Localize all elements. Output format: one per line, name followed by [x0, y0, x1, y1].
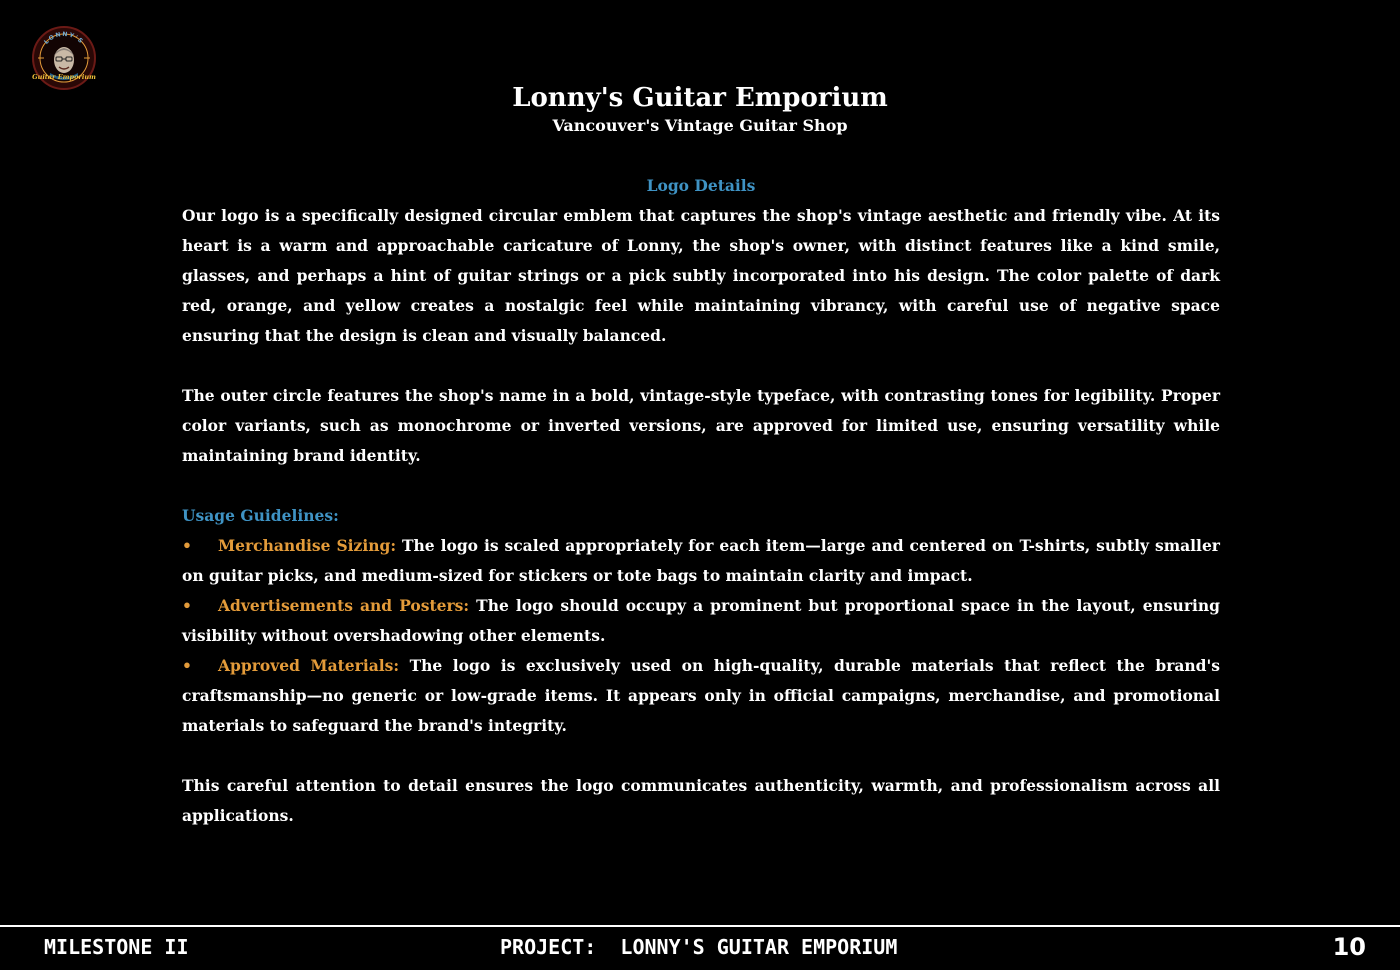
page-footer — [0, 927, 1400, 970]
page-header — [0, 80, 1400, 136]
guideline-text: The logo is exclusively used on high-quality, durable materials that reflect the brand's craftsmanship—no generic or low-grade items. It appears only in official campaigns, merchandise, and promotional materials to safeguard the brand's integrity. — [182, 656, 1220, 735]
guideline-term: Approved Materials: — [218, 656, 400, 675]
logo-ring-text-top: LONNY'S — [42, 30, 86, 46]
list-item — [182, 651, 1220, 741]
usage-guidelines-list — [182, 531, 1220, 741]
guideline-text: The logo should occupy a prominent but proportional space in the layout, ensuring visibility without overshadowing other elements. — [182, 596, 1220, 645]
guideline-text: The logo is scaled appropriately for each item—large and centered on T-shirts, subtly smaller on guitar picks, and medium-sized for stickers or tote bags to maintain clarity and impact. — [182, 536, 1220, 585]
bullet-icon: • — [182, 656, 192, 675]
page-number: 10 — [1332, 933, 1366, 961]
bullet-icon: • — [182, 596, 192, 615]
footer-project: PROJECT: LONNY'S GUITAR EMPORIUM — [500, 935, 898, 959]
logo-details-heading: Logo Details — [646, 176, 756, 195]
logo-script-text: Guitar Emporium — [32, 73, 96, 81]
logo-details-paragraph-2: The outer circle features the shop's name in a bold, vintage-style typeface, with contrasting tones for legibility. Proper color variants, such as monochrome or inverted versions, are approved for limited use, ensuring versatility while maintaining brand identity. — [182, 386, 1220, 465]
usage-guidelines-heading: Usage Guidelines: — [182, 506, 339, 525]
logo-details-paragraph-1: Our logo is a specifically designed circular emblem that captures the shop's vintage aesthetic and friendly vibe. At its heart is a warm and approachable caricature of Lonny, the shop's owner, with distinct features like a kind smile, glasses, and perhaps a hint of guitar strings or a pick subtly incorporated into his design. The color palette of dark red, orange, and yellow creates a nostalgic feel while maintaining vibrancy, with careful use of negative space ensuring that the design is clean and visually balanced. — [182, 206, 1220, 345]
footer-milestone: MILESTONE II — [44, 935, 189, 959]
guideline-term: Advertisements and Posters: — [218, 596, 470, 615]
closing-paragraph: This careful attention to detail ensures the logo communicates authenticity, warmth, and professionalism across all applications. — [182, 776, 1220, 825]
bullet-icon: • — [182, 536, 192, 555]
list-item — [182, 591, 1220, 651]
list-item — [182, 531, 1220, 591]
page-title: Lonny's Guitar Emporium — [512, 83, 888, 113]
main-content — [182, 171, 1220, 831]
page-subtitle: Vancouver's Vintage Guitar Shop — [552, 116, 848, 135]
guideline-term: Merchandise Sizing: — [218, 536, 397, 555]
